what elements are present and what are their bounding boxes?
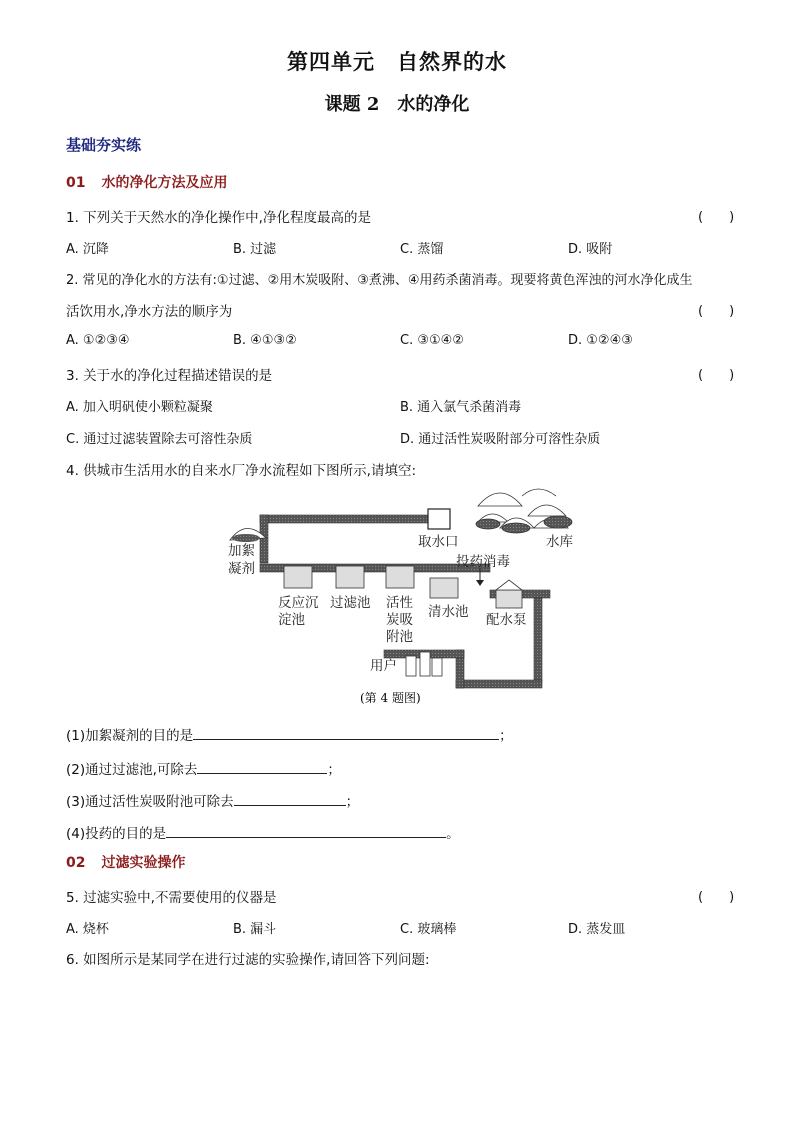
unit-title: 第四单元 自然界的水 [287,49,507,74]
dosing-arrowhead [476,580,484,586]
question-2-line-1: 2. 常见的净化水的方法有:①过滤、②用木炭吸附、③煮沸、④用药杀菌消毒。现要将黄色浑浊的河水净化成生 [66,273,693,288]
label-intake: 取水口 [418,534,459,550]
label-dosing: 投药消毒 [456,554,510,570]
option-q1-d: D. 吸附 [568,242,613,257]
label-user: 用户 [370,658,397,674]
option-q2-b: B. ④①③② [233,333,297,348]
answer-blank-2[interactable] [197,761,327,774]
option-q5-d: D. 蒸发皿 [568,922,626,937]
option-q2-c: C. ③①④② [400,333,464,348]
pipe-top [260,515,428,523]
option-q5-c: C. 玻璃棒 [400,922,457,937]
question-3: 3. 关于水的净化过程描述错误的是 [66,368,273,384]
q4-subquestion-3 [66,790,359,810]
label-reservoir: 水库 [546,534,573,550]
option-q1-b: B. 过滤 [233,242,277,257]
q4-sub-3-end: ； [345,794,360,810]
topic-heading-1 [66,172,227,192]
question-6: 6. 如图所示是某同学在进行过滤的实验操作,请回答下列问题: [66,952,430,968]
label-carbon-1: 活性 [386,595,413,611]
label-sedimentation-2: 淀池 [278,612,305,628]
answer-paren-1: ( ) [698,210,735,225]
answer-paren-5: ( ) [698,890,735,905]
q4-sub-2-end: ； [327,762,341,778]
question-2-line-2: 活饮用水,净水方法的顺序为 [66,304,233,320]
intake-box [428,509,450,529]
coagulant-base [232,534,260,542]
option-q3-a: A. 加入明矾使小颗粒凝聚 [66,400,213,415]
option-q5-a: A. 烧杯 [66,922,109,937]
topic-label: 过滤实验操作 [101,855,186,871]
label-clear-water-tank: 清水池 [428,604,469,620]
question-4: 4. 供城市生活用水的自来水厂净水流程如下图所示,请填空: [66,463,417,479]
q4-sub-4-end: 。 [446,826,460,842]
pipe-right-down [534,598,542,682]
topic-label: 水的净化方法及应用 [101,175,228,191]
topic-heading-2 [66,852,185,872]
reservoir-hills [476,489,572,533]
answer-blank-3[interactable] [234,793,346,806]
section-heading: 基础夯实练 [66,136,142,154]
option-q1-c: C. 蒸馏 [400,242,444,257]
q4-sub-1-end: ； [499,728,513,744]
option-q5-b: B. 漏斗 [233,922,277,937]
label-coagulant-2: 凝剂 [228,561,255,577]
topic-number: 01 [66,175,86,191]
question-5: 5. 过滤实验中,不需要使用的仪器是 [66,890,277,906]
q4-sub-3-text: (3)通过活性炭吸附池可除去 [66,794,234,810]
option-q3-b: B. 通入氯气杀菌消毒 [400,400,522,415]
q4-sub-4-text: (4)投药的目的是 [66,826,167,842]
label-sedimentation-1: 反应沉 [278,595,319,611]
label-carbon-2: 炭吸 [386,612,413,628]
q4-sub-1-text: (1)加絮凝剂的目的是 [66,728,194,744]
topic-number: 02 [66,855,86,871]
label-coagulant-1: 加絮 [228,543,255,559]
q4-sub-2-text: (2)通过过滤池,可除去 [66,762,198,778]
answer-paren-2: ( ) [698,304,735,319]
answer-blank-1[interactable] [193,727,499,740]
option-q3-c: C. 通过过滤装置除去可溶性杂质 [66,432,253,447]
label-filter-tank: 过滤池 [330,595,371,611]
option-q3-d: D. 通过活性炭吸附部分可溶性杂质 [400,432,601,447]
answer-paren-3: ( ) [698,368,735,383]
q4-subquestion-2 [66,758,341,778]
q4-subquestion-4 [66,822,460,842]
pipe-left-down [260,515,268,563]
answer-blank-4[interactable] [166,825,446,838]
lesson-title: 课题 2 水的净化 [324,94,470,115]
label-carbon-3: 附池 [386,629,413,645]
label-pump: 配水泵 [486,612,527,628]
water-treatment-diagram [216,482,586,710]
option-q2-d: D. ①②④③ [568,333,633,348]
option-q1-a: A. 沉降 [66,242,109,257]
q4-subquestion-1 [66,724,513,744]
pipe-bottom [456,680,542,688]
question-1: 1. 下列关于天然水的净化操作中,净化程度最高的是 [66,210,371,226]
diagram-caption: (第 4 题图) [360,691,421,705]
option-q2-a: A. ①②③④ [66,333,130,348]
